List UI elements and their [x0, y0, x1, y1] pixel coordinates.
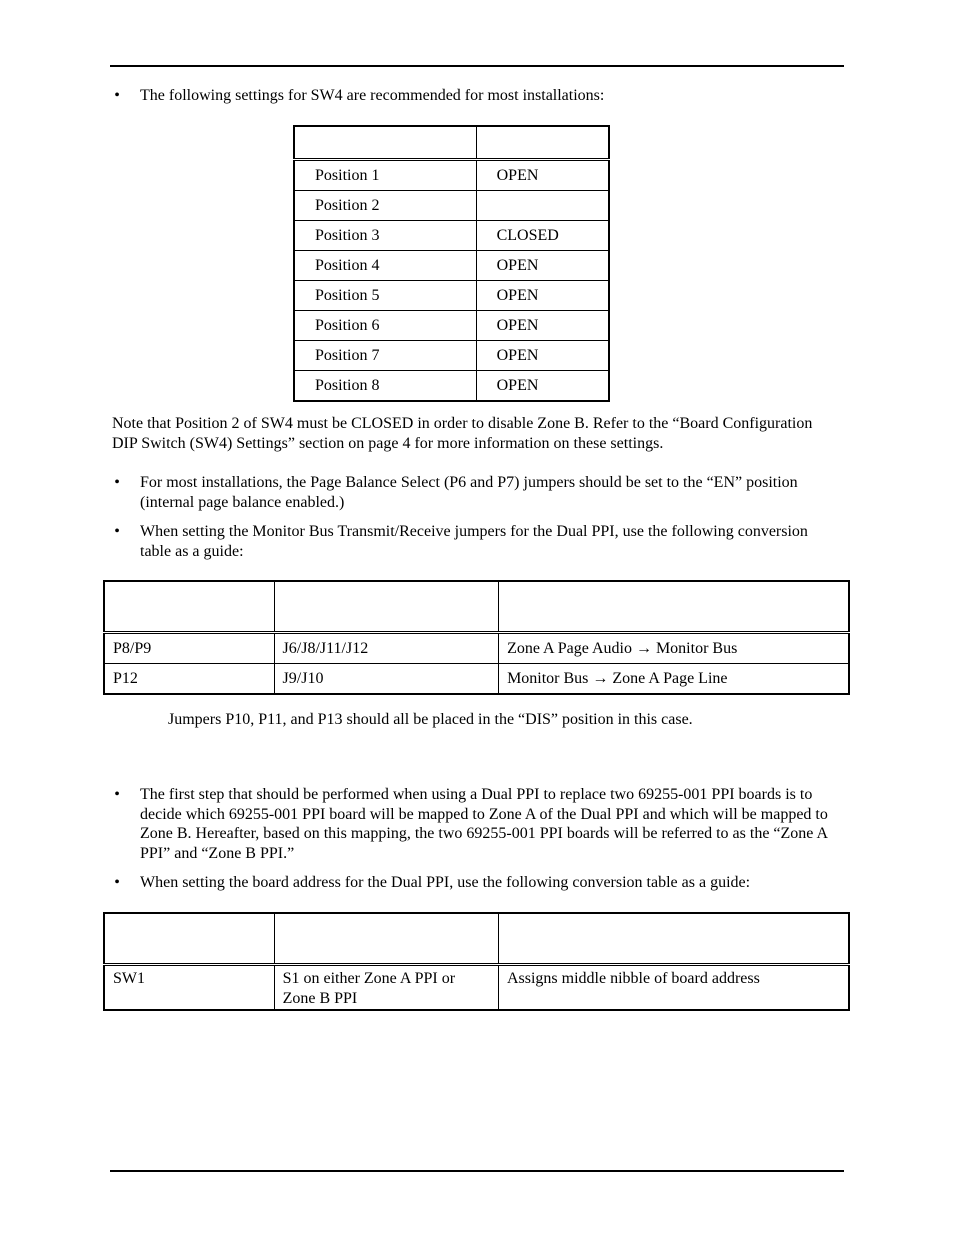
- header-cell: [294, 126, 476, 160]
- bottom-rule: [110, 1170, 844, 1172]
- bullet-text: When setting the Monitor Bus Transmit/Receive jumpers for the Dual PPI, use the following conversion table as a guide:: [140, 523, 808, 560]
- header-cell: [104, 581, 274, 633]
- monitor-bus-conversion-table: [103, 580, 850, 695]
- table-row: [104, 664, 849, 695]
- header-cell: [104, 913, 274, 965]
- sw4-settings-table: [293, 125, 610, 402]
- position-cell: Position 2: [294, 191, 476, 221]
- header-cell: [476, 126, 609, 160]
- position-cell: Position 4: [294, 251, 476, 281]
- table-row: [294, 281, 609, 311]
- bullet-glyph: •: [114, 523, 120, 540]
- table-row: [294, 221, 609, 251]
- sw4-note-paragraph: Note that Position 2 of SW4 must be CLOSED in order to disable Zone B. Refer to the “Board Configuration DIP Switch (SW4) Settings” section on page 4 for more information on these settings.: [112, 415, 813, 452]
- table-row: [294, 191, 609, 221]
- position-cell: Position 1: [294, 160, 476, 191]
- table-cell: J6/J8/J11/J12: [274, 633, 499, 664]
- bullet-text: The first step that should be performed when using a Dual PPI to replace two 69255-001 PPI boards is to decide which 69255-001 PPI board will be mapped to Zone A of the Dual PPI and which will be mapped to Zone B. Hereafter, based on this mapping, the two 69255-001 PPI boards will be referred to as the “Zone A PPI” and “Zone B PPI.”: [140, 786, 828, 862]
- table-row: [294, 160, 609, 191]
- table-header-row: [104, 913, 849, 965]
- position-cell: Position 6: [294, 311, 476, 341]
- table-header-row: [104, 581, 849, 633]
- header-cell: [274, 581, 499, 633]
- table-cell: P12: [104, 664, 274, 695]
- position-cell: Position 7: [294, 341, 476, 371]
- header-cell: [498, 913, 849, 965]
- table-cell: Monitor Bus → Zone A Page Line: [499, 664, 849, 695]
- table-cell: P8/P9: [104, 633, 274, 664]
- setting-cell: OPEN: [476, 311, 609, 341]
- table-row: [104, 965, 849, 1011]
- table-cell: S1 on either Zone A PPI or Zone B PPI: [274, 965, 498, 1011]
- table-row: [294, 251, 609, 281]
- table-row: [294, 371, 609, 402]
- table-header-row: [294, 126, 609, 160]
- setting-cell: OPEN: [476, 160, 609, 191]
- position-cell: Position 8: [294, 371, 476, 402]
- bullet-text: When setting the board address for the Dual PPI, use the following conversion table as a guide:: [140, 874, 751, 891]
- board-address-conversion-table: [103, 912, 850, 1011]
- setting-cell: OPEN: [476, 341, 609, 371]
- bullet-glyph: •: [114, 87, 120, 104]
- table-row: [294, 341, 609, 371]
- header-cell: [499, 581, 849, 633]
- header-cell: [274, 913, 498, 965]
- table-cell: Zone A Page Audio → Monitor Bus: [499, 633, 849, 664]
- jumper-note: Jumpers P10, P11, and P13 should all be placed in the “DIS” position in this case.: [168, 711, 693, 728]
- bullet-glyph: •: [114, 786, 120, 803]
- bullet-glyph: •: [114, 874, 120, 891]
- setting-cell: CLOSED: [476, 221, 609, 251]
- table-cell: SW1: [104, 965, 274, 1011]
- table-cell: J9/J10: [274, 664, 499, 695]
- setting-cell: OPEN: [476, 371, 609, 402]
- position-cell: Position 3: [294, 221, 476, 251]
- top-rule: [110, 65, 844, 67]
- table-row: [294, 311, 609, 341]
- position-cell: Position 5: [294, 281, 476, 311]
- setting-cell: OPEN: [476, 251, 609, 281]
- setting-cell: OPEN: [476, 281, 609, 311]
- setting-cell: [476, 191, 609, 221]
- bullet-glyph: •: [114, 474, 120, 491]
- bullet-text: For most installations, the Page Balance Select (P6 and P7) jumpers should be set to the “EN” position (internal page balance enabled.): [140, 474, 798, 511]
- table-row: [104, 633, 849, 664]
- bullet-text: The following settings for SW4 are recommended for most installations:: [140, 87, 605, 104]
- table-cell: Assigns middle nibble of board address: [498, 965, 849, 1011]
